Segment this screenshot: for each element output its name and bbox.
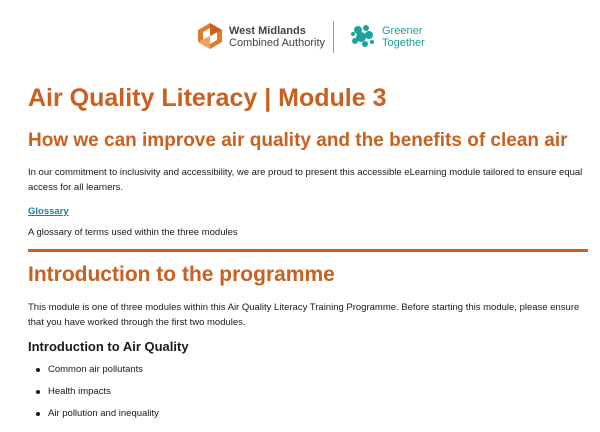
intro-paragraph: In our commitment to inclusivity and accessibility, we are proud to present this accessible eLearning module tailored to ensure equal access for all learners. [28, 167, 583, 193]
wmca-line2: Combined Authority [229, 37, 325, 49]
section-body: This module is one of three modules within this Air Quality Literacy Training Programme. Before starting this module, please ensure that you have worked through the first two modules. [28, 302, 580, 328]
page-title: Air Quality Literacy | Module 3 [28, 84, 387, 112]
wmca-line1: West Midlands [229, 25, 306, 37]
section-divider [28, 249, 588, 252]
page-subtitle: How we can improve air quality and the benefits of clean air [28, 130, 568, 151]
site-header [0, 18, 600, 58]
list-item: Air pollution and inequality [34, 408, 159, 430]
greener-together-text [382, 25, 425, 49]
greener-together-logo-icon [349, 22, 377, 50]
list-item: Common air pollutants [34, 364, 159, 386]
glossary-description: A glossary of terms used within the three modules [28, 227, 238, 238]
glossary-link[interactable]: Glossary [28, 206, 69, 217]
gt-line2: Together [382, 37, 425, 49]
gt-line1: Greener [382, 25, 423, 37]
section-subheading: Introduction to Air Quality [28, 339, 189, 354]
topic-list [34, 364, 159, 430]
header-divider [333, 21, 334, 53]
wmca-logo-text [229, 25, 325, 49]
wmca-logo-icon [196, 22, 224, 50]
list-item: Health impacts [34, 386, 159, 408]
section-heading: Introduction to the programme [28, 263, 335, 286]
